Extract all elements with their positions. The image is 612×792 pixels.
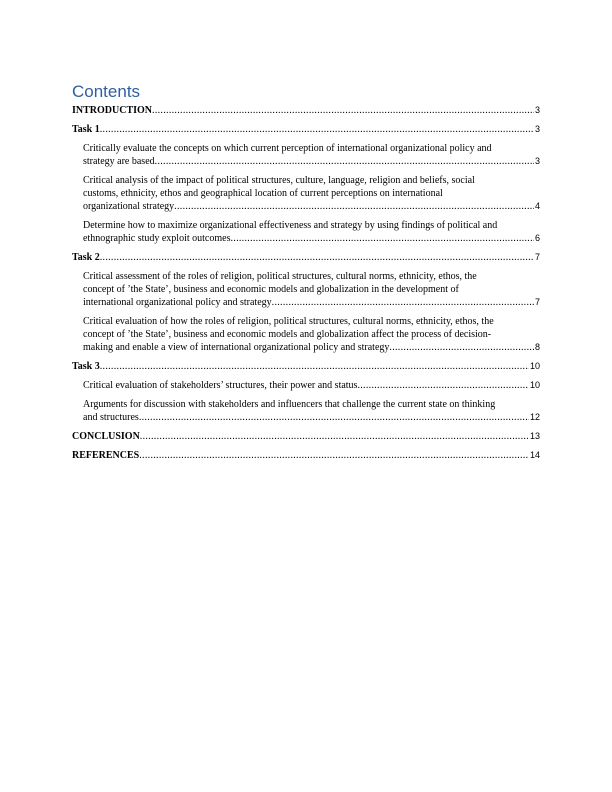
toc-page-number: 14 xyxy=(529,450,540,460)
table-of-contents xyxy=(72,82,540,468)
toc-page-number: 8 xyxy=(534,342,540,352)
toc-entry-line: Critical assessment of the roles of religion, political structures, cultural norms, ethnicity, ethos, the xyxy=(83,271,477,282)
toc-page-number: 7 xyxy=(534,297,540,307)
toc-entry-task-2-evaluation[interactable] xyxy=(72,315,540,354)
toc-entry-line: Arguments for discussion with stakeholders and influencers that challenge the current state on thinking xyxy=(83,399,496,410)
toc-entry-task-3[interactable] xyxy=(72,360,540,373)
toc-entry-label: REFERENCES ..... xyxy=(72,449,529,462)
toc-page-number: 3 xyxy=(534,105,540,115)
toc-entry-task-1-concepts[interactable] xyxy=(72,142,540,168)
toc-page-number: 3 xyxy=(534,124,540,134)
toc-entry-line: Critical analysis of the impact of political structures, culture, language, religion and beliefs, social xyxy=(83,175,475,186)
toc-entry-line: Determine how to maximize organizational effectiveness and strategy by using findings of political and xyxy=(83,220,498,231)
toc-page-number: 4 xyxy=(534,201,540,211)
toc-entry-label: Task 2 ..... xyxy=(72,251,534,264)
toc-entry-task-3-arguments[interactable] xyxy=(72,398,540,424)
toc-entry-label: international organizational policy and strategy ..... xyxy=(83,296,534,309)
toc-page-number: 10 xyxy=(529,380,540,390)
toc-entry-line: Critical evaluation of how the roles of religion, political structures, cultural norms, ethnicity, ethos, the xyxy=(83,316,494,327)
toc-entry-label: Critical evaluation of stakeholders’ structures, their power and status ..... xyxy=(83,379,529,392)
toc-entry-label: Task 1 ..... xyxy=(72,123,534,136)
toc-page-number: 6 xyxy=(534,233,540,243)
toc-entry-task-1-maximize-effectiveness[interactable] xyxy=(72,219,540,245)
toc-entry-label: and structures ..... xyxy=(83,411,529,424)
toc-entry-label: organizational strategy ..... xyxy=(83,200,534,213)
toc-entry-conclusion[interactable] xyxy=(72,430,540,443)
toc-entry-line: concept of ’the State’, business and economic models and globalization in the development of xyxy=(83,284,459,295)
toc-entry-label: making and enable a view of international organizational policy and strategy ..... xyxy=(83,341,534,354)
toc-entry-task-2-assessment[interactable] xyxy=(72,270,540,309)
toc-page-number: 13 xyxy=(529,431,540,441)
toc-entry-label: ethnographic study exploit outcomes ..... xyxy=(83,232,534,245)
toc-entry-line: customs, ethnicity, ethos and geographical location of current perceptions on international xyxy=(83,188,443,199)
toc-entry-introduction[interactable] xyxy=(72,104,540,117)
toc-entry-label: Task 3 ..... xyxy=(72,360,529,373)
toc-page-number: 7 xyxy=(534,252,540,262)
toc-entry-label: INTRODUCTION ..... xyxy=(72,104,534,117)
toc-entry-task-2[interactable] xyxy=(72,251,540,264)
toc-entry-label: CONCLUSION ..... xyxy=(72,430,529,443)
toc-entry-task-1-impact-analysis[interactable] xyxy=(72,174,540,213)
toc-page-number: 10 xyxy=(529,361,540,371)
toc-entry-label: strategy are based ..... xyxy=(83,155,534,168)
toc-page-number: 3 xyxy=(534,156,540,166)
toc-entry-line: concept of ’the State’, business and economic models and globalization affect the process of decision- xyxy=(83,329,492,340)
toc-entry-references[interactable] xyxy=(72,449,540,462)
toc-entry-task-3-stakeholders[interactable] xyxy=(72,379,540,392)
toc-entry-task-1[interactable] xyxy=(72,123,540,136)
toc-page-number: 12 xyxy=(529,412,540,422)
toc-entry-line: Critically evaluate the concepts on which current perception of international organizational policy and xyxy=(83,143,492,154)
toc-heading: Contents xyxy=(72,82,141,101)
